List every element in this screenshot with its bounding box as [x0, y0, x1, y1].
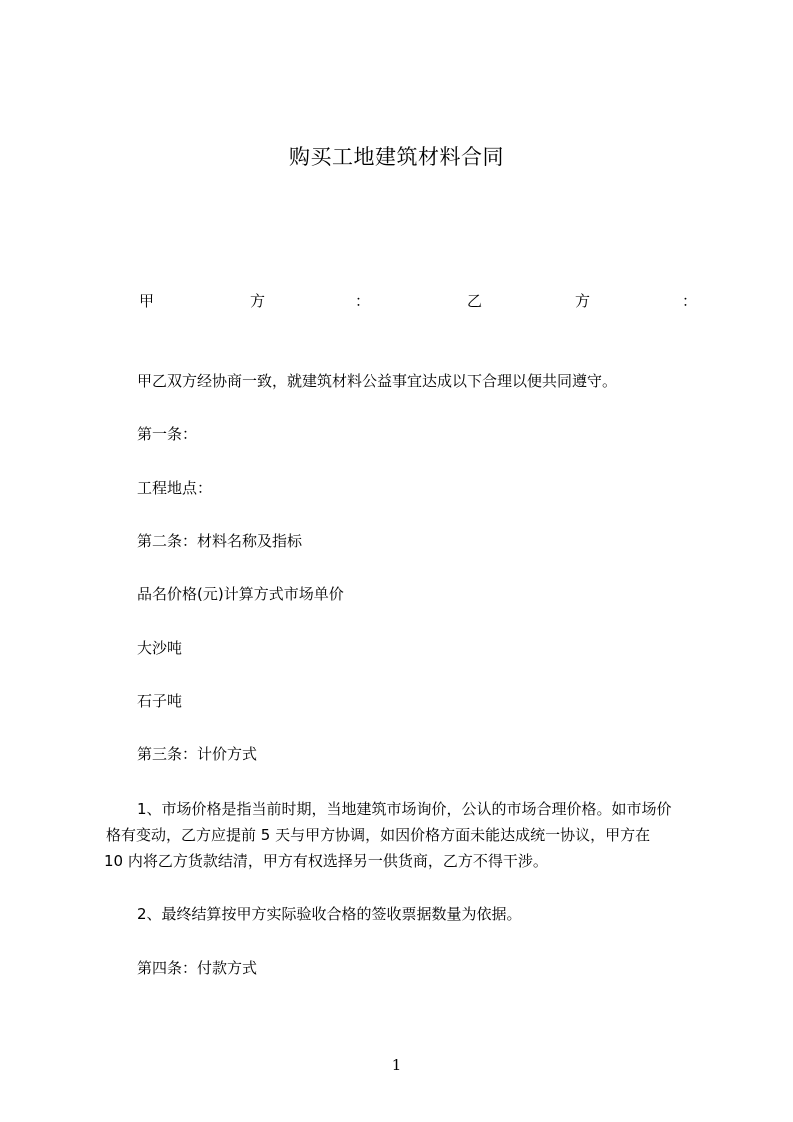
clause-3-1 — [104, 796, 710, 874]
article-4-heading: 第四条：付款方式 — [137, 959, 258, 977]
page-title: 购买工地建筑材料合同 — [289, 145, 504, 169]
article-1-heading: 第一条： — [137, 425, 198, 443]
party-line — [137, 290, 697, 312]
material-item-gravel: 石子吨 — [137, 692, 183, 710]
party-b-suffix: 方 — [575, 292, 591, 310]
clause-3-2: 2、最终结算按甲方实际验收合格的签收票据数量为依据。 — [137, 905, 522, 923]
party-a-colon: ： — [355, 292, 371, 310]
party-a-suffix: 方 — [250, 292, 266, 310]
project-location: 工程地点： — [137, 479, 213, 497]
clause-3-1-line-2: 格有变动，乙方应提前 5 天与甲方协调，如因价格方面未能达成统一协议，甲方在 — [106, 826, 651, 844]
article-2-heading: 第二条：材料名称及指标 — [137, 532, 303, 550]
party-a-label: 甲 — [139, 292, 155, 310]
party-b-label: 乙 — [467, 292, 483, 310]
page-number: 1 — [391, 1056, 402, 1074]
article-3-heading: 第三条：计价方式 — [137, 745, 258, 763]
material-table-header: 品名价格(元)计算方式市场单价 — [137, 585, 344, 603]
material-item-sand: 大沙吨 — [137, 639, 183, 657]
clause-3-1-line-1: 1、市场价格是指当前时期，当地建筑市场询价，公认的市场合理价格。如市场价 — [137, 800, 672, 818]
party-b-colon: ： — [682, 292, 698, 310]
intro-paragraph: 甲乙双方经协商一致，就建筑材料公益事宜达成以下合理以便共同遵守。 — [137, 372, 618, 390]
clause-3-1-line-3: 10 内将乙方货款结清，甲方有权选择另一供货商，乙方不得干涉。 — [104, 852, 548, 870]
